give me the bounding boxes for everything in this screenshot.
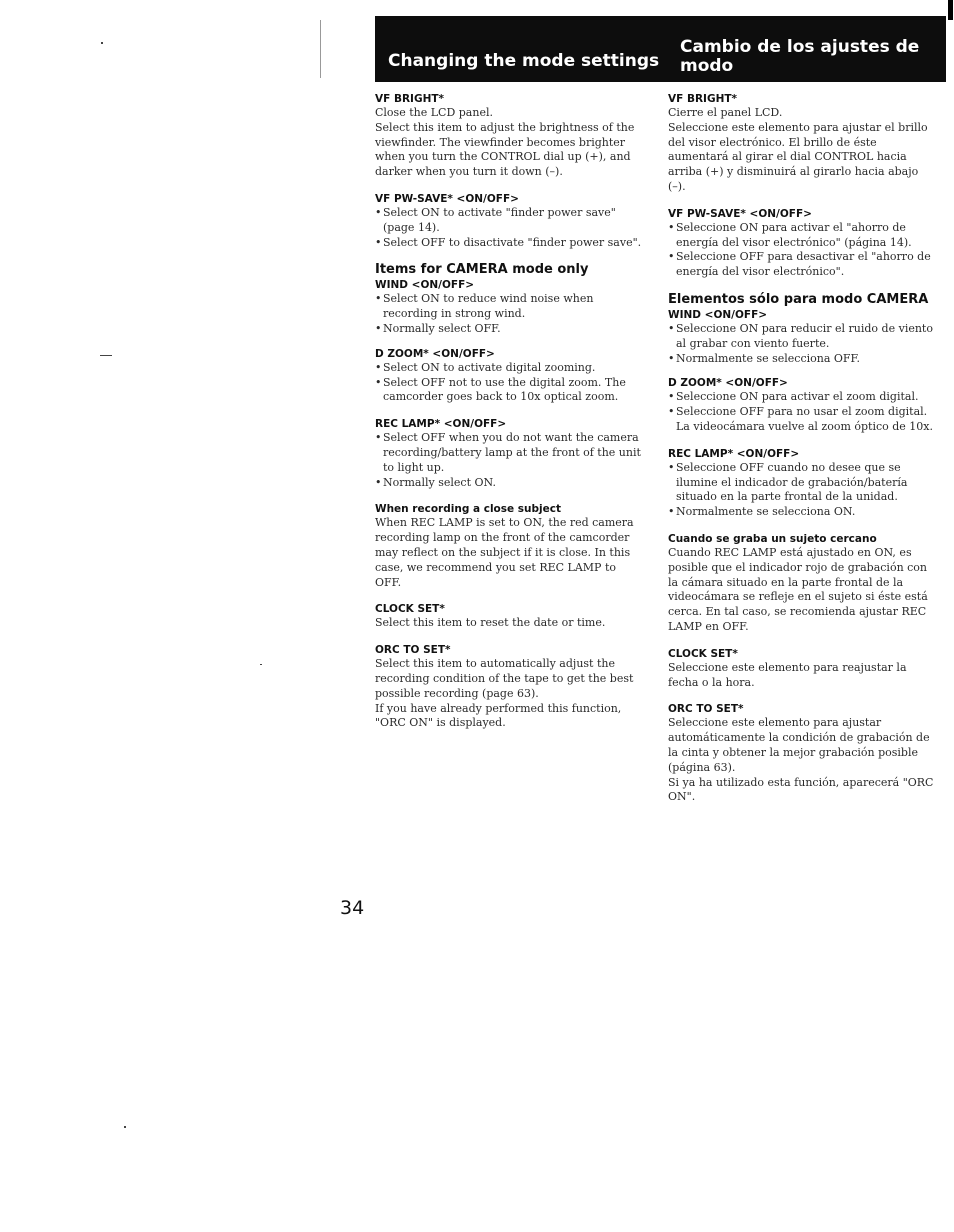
clock-set-section bbox=[668, 647, 938, 691]
close-subject-heading: Cuando se graba un sujeto cercano bbox=[668, 532, 877, 545]
vf-bright-heading: VF BRIGHT* bbox=[375, 93, 445, 105]
scan-speck bbox=[320, 20, 321, 78]
vf-pw-save-heading: VF PW-SAVE* <ON/OFF> bbox=[668, 207, 812, 220]
vf-pw-save-bullet: • Select OFF to disactivate "finder power save". bbox=[375, 236, 643, 251]
clock-set-section bbox=[375, 602, 643, 631]
rec-lamp-bullet: • Seleccione OFF cuando no desee que se ilumine el indicador de grabación/batería situado en la parte frontal de la unidad. bbox=[668, 461, 938, 505]
scan-speck bbox=[101, 42, 103, 44]
clock-set-heading: CLOCK SET* bbox=[668, 647, 738, 660]
rec-lamp-section bbox=[668, 447, 938, 520]
d-zoom-bullet: • Select ON to activate digital zooming. bbox=[375, 361, 643, 376]
vf-bright-heading: VF BRIGHT* bbox=[668, 93, 738, 105]
d-zoom-bullet: • Select OFF not to use the digital zoom. The camcorder goes back to 10x optical zoom. bbox=[375, 376, 643, 406]
camera-only-heading: Items for CAMERA mode only bbox=[375, 262, 589, 278]
vf-bright-section bbox=[668, 92, 938, 195]
close-subject-section bbox=[375, 502, 643, 590]
d-zoom-heading: D ZOOM* <ON/OFF> bbox=[375, 347, 495, 360]
wind-bullet: • Normalmente se selecciona OFF. bbox=[668, 352, 938, 367]
page-edge-mark bbox=[948, 0, 953, 20]
vf-bright-line: Close the LCD panel. bbox=[375, 106, 493, 119]
section-title-english: Changing the mode settings bbox=[388, 51, 660, 71]
orc-to-set-line: If you have already performed this function, "ORC ON" is displayed. bbox=[375, 701, 622, 730]
close-subject-section bbox=[668, 532, 938, 635]
wind-bullet: • Seleccione ON para reducir el ruido de viento al grabar con viento fuerte. bbox=[668, 322, 938, 352]
close-subject-text: When REC LAMP is set to ON, the red camera recording lamp on the front of the camcorder may reflect on the subject if it is close. In this case, we recommend you set REC LAMP to OFF. bbox=[375, 516, 634, 589]
section-title-spanish: Cambio de los ajustes de modo bbox=[680, 37, 920, 76]
rec-lamp-section bbox=[375, 417, 643, 490]
d-zoom-bullet: • Seleccione ON para activar el zoom digital. bbox=[668, 390, 938, 405]
wind-section bbox=[375, 262, 643, 336]
d-zoom-section bbox=[375, 347, 643, 405]
clock-set-text: Seleccione este elemento para reajustar la fecha o la hora. bbox=[668, 660, 907, 689]
rec-lamp-bullet: • Normalmente se selecciona ON. bbox=[668, 505, 938, 520]
clock-set-heading: CLOCK SET* bbox=[375, 603, 445, 616]
vf-pw-save-bullet: • Select ON to activate "finder power save" (page 14). bbox=[375, 206, 643, 236]
wind-heading: WIND <ON/OFF> bbox=[668, 308, 768, 321]
close-subject-heading: When recording a close subject bbox=[375, 503, 561, 516]
section-header-bar bbox=[375, 16, 946, 82]
orc-to-set-line: Seleccione este elemento para ajustar automáticamente la condición de grabación de la cinta y obtener la mejor grabación posible (página 63). bbox=[668, 716, 930, 774]
wind-bullet: • Normally select OFF. bbox=[375, 322, 643, 337]
orc-to-set-section bbox=[375, 643, 643, 731]
rec-lamp-bullet: • Select OFF when you do not want the camera recording/battery lamp at the front of the unit to light up. bbox=[375, 431, 643, 475]
scan-speck bbox=[100, 355, 112, 356]
camera-only-heading: Elementos sólo para modo CAMERA bbox=[668, 291, 929, 307]
vf-bright-line: Cierre el panel LCD. bbox=[668, 106, 783, 119]
vf-pw-save-section bbox=[668, 207, 938, 280]
scan-speck bbox=[260, 664, 262, 665]
d-zoom-section bbox=[668, 376, 938, 434]
orc-to-set-heading: ORC TO SET* bbox=[668, 703, 744, 716]
orc-to-set-line: Si ya ha utilizado esta función, aparecerá "ORC ON". bbox=[668, 775, 934, 804]
wind-bullet: • Select ON to reduce wind noise when recording in strong wind. bbox=[375, 292, 643, 322]
orc-to-set-heading: ORC TO SET* bbox=[375, 644, 451, 657]
spanish-column bbox=[668, 92, 938, 817]
wind-heading: WIND <ON/OFF> bbox=[375, 279, 475, 292]
rec-lamp-heading: REC LAMP* <ON/OFF> bbox=[375, 418, 507, 431]
vf-bright-line: Seleccione este elemento para ajustar el brillo del visor electrónico. El brillo de éste aumentará al girar el dial CONTROL hacia arriba (+) y disminuirá al girarlo hacia abajo (–). bbox=[668, 120, 928, 193]
vf-bright-line: Select this item to adjust the brightness of the viewfinder. The viewfinder becomes brighter when you turn the CONTROL dial up (+), and darker when you turn it down (–). bbox=[375, 120, 635, 179]
clock-set-text: Select this item to reset the date or time. bbox=[375, 616, 606, 630]
vf-pw-save-bullet: • Seleccione OFF para desactivar el "ahorro de energía del visor electrónico". bbox=[668, 250, 938, 280]
vf-pw-save-section bbox=[375, 192, 643, 250]
orc-to-set-section bbox=[668, 702, 938, 805]
scan-speck bbox=[124, 1126, 126, 1128]
vf-pw-save-heading: VF PW-SAVE* <ON/OFF> bbox=[375, 192, 519, 205]
page-number: 34 bbox=[340, 897, 365, 919]
close-subject-text: Cuando REC LAMP está ajustado en ON, es posible que el indicador rojo de grabación con la cámara situado en la parte frontal de la videocámara se refleje en el sujeto si éste está cerca. En tal caso, se recomienda ajustar REC LAMP en OFF. bbox=[668, 545, 928, 633]
english-column bbox=[375, 92, 643, 743]
d-zoom-bullet: • Seleccione OFF para no usar el zoom digital. La videocámara vuelve al zoom óptico de 10x. bbox=[668, 405, 938, 435]
vf-pw-save-bullet: • Seleccione ON para activar el "ahorro de energía del visor electrónico" (página 14). bbox=[668, 221, 938, 251]
d-zoom-heading: D ZOOM* <ON/OFF> bbox=[668, 377, 788, 390]
rec-lamp-heading: REC LAMP* <ON/OFF> bbox=[668, 447, 800, 460]
rec-lamp-bullet: • Normally select ON. bbox=[375, 476, 643, 491]
wind-section bbox=[668, 292, 938, 366]
orc-to-set-line: Select this item to automatically adjust the recording condition of the tape to get the best possible recording (page 63). bbox=[375, 657, 634, 700]
vf-bright-section bbox=[375, 92, 643, 180]
